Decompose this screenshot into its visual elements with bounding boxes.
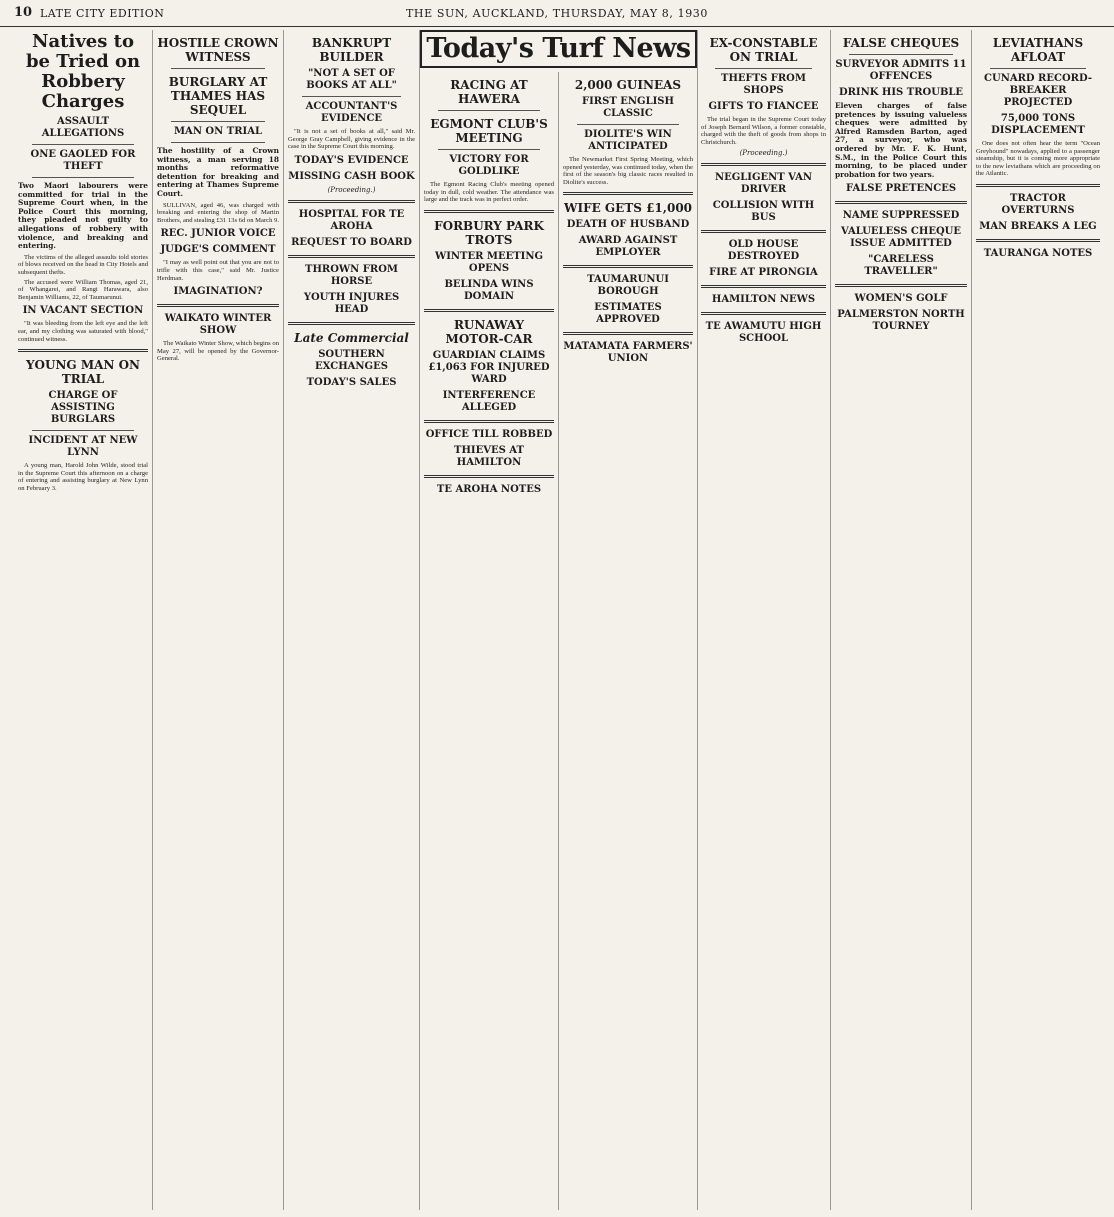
column-leviathans [972,30,1104,1210]
headline-taumarunui: TAUMARUNUI BOROUGH [587,274,669,298]
subhead-missing-cash-book: MISSING CASH BOOK [288,170,415,182]
headline-negligent-driver: NEGLIGENT VAN DRIVER [714,172,813,196]
lede-hostile: The hostility of a Crown witness, a man serving 18 months reformative detention for breaking and entering at Thames Supreme Court. [157,146,279,198]
deck-thefts-shops: THEFTS FROM SHOPS [721,73,806,96]
headline-natives: Natives to be Tried on Robbery Charges [25,31,141,112]
deck-award-employer: AWARD AGAINST EMPLOYER [578,235,678,259]
deck-palmerston-north: PALMERSTON NORTH TOURNEY [837,309,965,333]
body-hawera: The Egmont Racing Club's meeting opened today in dull, cold weather. The attendance was large and the track was in perfect order. [424,181,554,204]
deck-new-lynn: INCIDENT AT NEW LYNN [28,435,138,459]
late-commercial-banner: Late Commercial [294,330,409,345]
headline-2000-guineas: 2,000 GUINEAS [574,78,682,92]
headline-womens-golf: WOMEN'S GOLF [854,293,948,305]
deck-fire-pirongia: FIRE AT PIRONGIA [709,267,818,279]
deck-surveyor-admits: SURVEYOR ADMITS 11 OFFENCES [835,59,967,82]
body-leviathans: One does not often hear the term "Ocean Greyhound" nowadays, applied to a passenger steamship, but it is coming more appropriate to the new leviathans which are proceeding on the Atlantic. [976,140,1100,178]
headline-runaway-car: RUNAWAY MOTOR-CAR [445,317,533,346]
deck-youth-injures-head: YOUTH INJURES HEAD [303,291,400,315]
turf-right-column [559,72,697,1210]
deck-breaks-leg: MAN BREAKS A LEG [979,220,1097,232]
deck-gaoled: ONE GAOLED FOR THEFT [30,149,136,172]
proceeding-builder: (Proceeding.) [327,185,376,194]
body-young-man: A young man, Harold John Wilde, stood trial in the Supreme Court this afternoon on a charge of entering and assisting burglary at New Lynn on February 3. [18,462,148,492]
deck-interference: INTERFERENCE ALLEGED [442,389,536,413]
headline-southern-exchanges: SOUTHERN EXCHANGES [315,348,388,372]
column-false-cheques [831,30,972,1210]
subhead-vacant-section: IN VACANT SECTION [22,305,144,317]
turf-left-column [420,72,559,1210]
headline-old-house: OLD HOUSE DESTROYED [727,239,800,263]
headline-tauranga-notes: TAURANGA NOTES [983,247,1093,259]
deck-cunard: CUNARD RECORD-BREAKER PROJECTED [984,73,1092,108]
subhead-judges-comment: JUDGE'S COMMENT [160,244,276,256]
deck-man-on-trial: MAN ON TRIAL [173,126,262,137]
deck-burglars: CHARGE OF ASSISTING BURGLARS [48,390,118,426]
body-waikato-show: The Waikato Winter Show, which begins on May 27, will be opened by the Governor-General. [157,340,279,363]
headline-wife-gets: WIFE GETS £1,000 [563,201,693,216]
deck-request-to-board: REQUEST TO BOARD [291,236,412,248]
deck-winter-meeting: WINTER MEETING OPENS [434,250,544,274]
deck-diolite: DIOLITE'S WIN ANTICIPATED [584,129,672,152]
deck-todays-sales: TODAY'S SALES [306,376,397,388]
deck-english-classic: FIRST ENGLISH CLASSIC [582,96,674,119]
turf-news-banner: Today's Turf News [420,30,697,68]
headline-false-cheques: FALSE CHEQUES [842,36,960,50]
headline-te-aroha-notes: TE AROHA NOTES [436,483,542,495]
deck-not-a-set-of-books: "NOT A SET OF BOOKS AT ALL" [306,68,397,91]
column-ex-constable [697,30,831,1210]
page-number: 10 [14,5,33,20]
column-bankrupt-builder [284,30,420,1210]
turf-news-section [420,30,698,1210]
dateline: THE SUN, AUCKLAND, THURSDAY, MAY 8, 1930 [406,7,708,20]
deck-burglary-thames: BURGLARY AT THAMES HAS SEQUEL [168,75,268,117]
headline-tractor-overturns: TRACTOR OVERTURNS [1001,192,1075,216]
headline-hospital-te-aroha: HOSPITAL FOR TE AROHA [298,208,405,232]
deck-gifts-fiancee: GIFTS TO FIANCEE [708,101,819,112]
deck-drink-trouble: DRINK HIS TROUBLE [838,87,964,98]
headline-name-suppressed: NAME SUPPRESSED [842,210,960,222]
headline-hostile-witness: HOSTILE CROWN WITNESS [157,36,279,64]
body-natives-3: "It was bleeding from the left eye and the left ear, and my clothing was saturated with blood," continued witness. [18,320,148,343]
deck-accountants-evidence: ACCOUNTANT'S EVIDENCE [305,101,398,124]
deck-belinda: BELINDA WINS DOMAIN [444,278,534,302]
subhead-imagination: IMAGINATION? [173,286,263,298]
headline-office-till: OFFICE TILL ROBBED [425,428,553,440]
deck-thieves-hamilton: THIEVES AT HAMILTON [454,444,524,468]
body-natives-2: The accused were William Thomas, aged 21, of Whangarei, and Rangi Harawara, also Benjamin Williams, 22, of Taumarunui. [18,278,148,301]
body-hostile-1: SULLIVAN, aged 46, was charged with breaking and entering the shop of Martin Brothers, and stealing £31 13s 6d on March 9. [157,201,279,224]
deck-estimates: ESTIMATES APPROVED [594,302,662,326]
headline-forbury-park: FORBURY PARK TROTS [434,218,544,247]
column-natives-trial [14,30,153,1210]
lede-false-cheques: Eleven charges of false pretences by issuing valueless cheques were admitted by Alfred Ramsden Barton, aged 27, a surveyor, who was ordered by Mr. F. K. Hunt, S.M., in the Police Court this morning, to be placed under probation for two years. [835,101,967,179]
subhead-false-pretences: FALSE PRETENCES [845,183,957,195]
headline-racing-hawera: RACING AT HAWERA [450,78,528,106]
subhead-todays-evidence: TODAY'S EVIDENCE [294,154,409,166]
body-natives-1: The victims of the alleged assaults told stories of blows received on the head in City Hotels and subsequent thefts. [18,253,148,276]
deck-careless-traveller: "CARELESS TRAVELLER" [864,254,938,278]
column-hostile-witness [153,30,284,1210]
headline-bankrupt-builder: BANKRUPT BUILDER [311,36,392,64]
headline-thrown-from-horse: THROWN FROM HORSE [305,263,398,287]
deck-egmont-club: EGMONT CLUB'S MEETING [430,117,548,145]
proceeding-ex-constable: (Proceeding.) [739,149,788,158]
headline-te-awamutu-school: TE AWAMUTU HIGH SCHOOL [705,321,822,345]
masthead [0,0,1114,27]
body-ex-constable: The trial began in the Supreme Court today of Joseph Bernard Wilson, a former constable, charged with the theft of goods from shops in Christchurch. [701,116,826,146]
edition-label: LATE CITY EDITION [40,7,165,20]
headline-leviathans: LEVIATHANS AFLOAT [992,36,1084,64]
headline-young-man: YOUNG MAN ON TRIAL [25,358,141,387]
lede-natives: Two Maori labourers were committed for trial in the Supreme Court when, in the Police Court this morning, they pleaded not guilty to allegations of robbery with violence, and breaking and entering. [18,181,148,251]
headline-matamata: MATAMATA FARMERS' UNION [563,341,693,365]
deck-collision-bus: COLLISION WITH BUS [712,200,815,224]
body-hostile-2: "I may as well point out that you are not to trifle with this case," said Mr. Justice Herdman. [157,259,279,282]
body-builder-1: "It is not a set of books at all," said Mr. George Gray Campbell, giving evidence in the case in the Supreme Court this morning. [288,128,415,151]
body-guineas: The Newmarket First Spring Meeting, which opened yesterday, was continued today, when the first of the season's big classic races resulted in Diolite's success. [563,156,693,186]
deck-assault: ASSAULT ALLEGATIONS [41,116,125,139]
deck-death-of-husband: DEATH OF HUSBAND [566,219,690,231]
subhead-junior-voice: REC. JUNIOR VOICE [160,228,276,240]
deck-75000-tons: 75,000 TONS DISPLACEMENT [991,113,1085,136]
deck-goldlike: VICTORY FOR GOLDLIKE [449,154,529,177]
headline-ex-constable: EX-CONSTABLE ON TRIAL [709,36,818,64]
headline-hamilton-news: HAMILTON NEWS [711,294,816,306]
deck-valueless-cheque: VALUELESS CHEQUE ISSUE ADMITTED [840,226,961,250]
deck-guardian-claims: GUARDIAN CLAIMS £1,063 FOR INJURED WARD [428,349,550,385]
headline-waikato-show: WAIKATO WINTER SHOW [164,313,272,337]
